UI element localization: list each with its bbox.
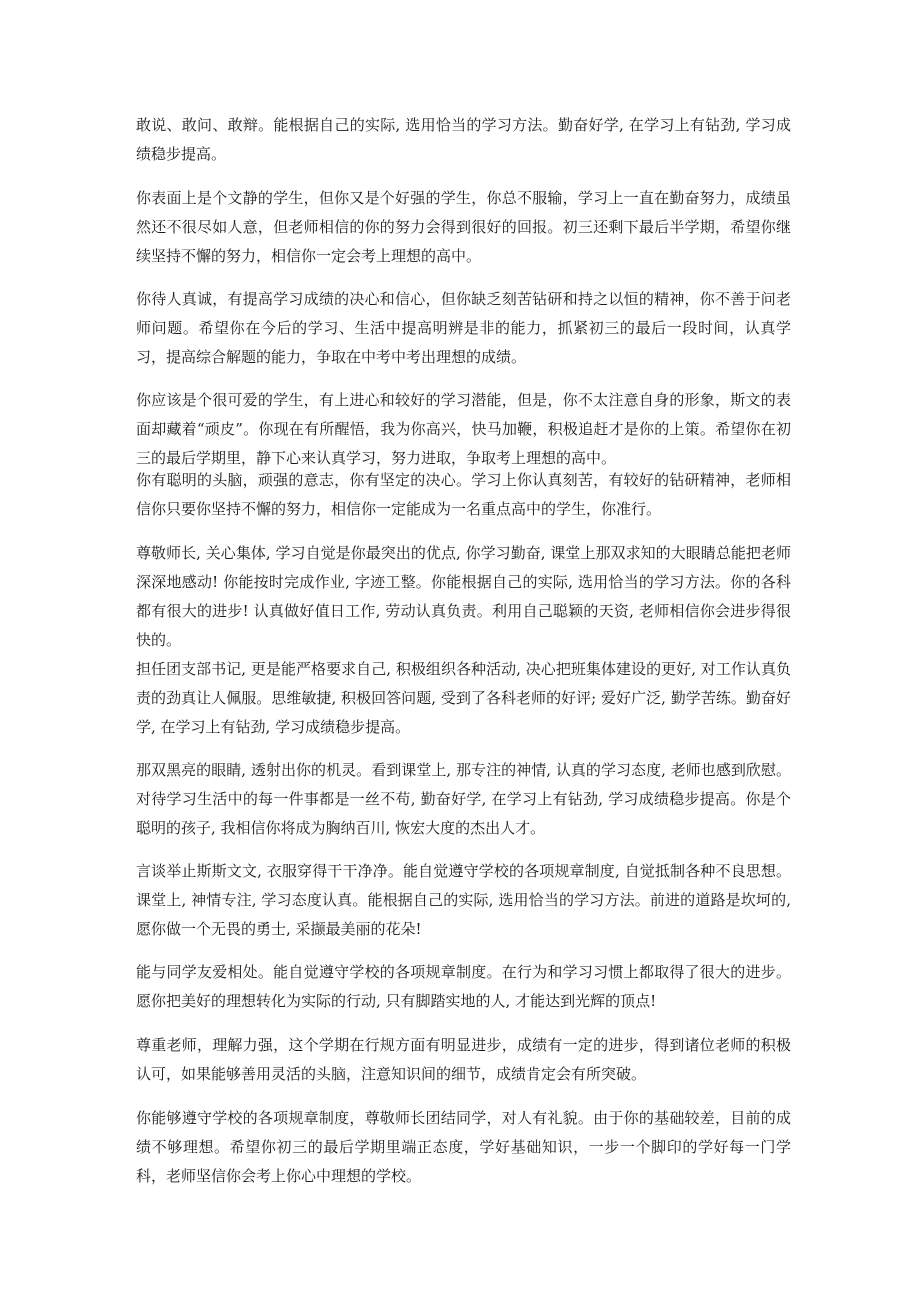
comment-paragraph: 尊敬师长, 关心集体, 学习自觉是你最突出的优点, 你学习勤奋, 课堂上那双求知的大眼睛总能把老师深深地感动! 你能按时完成作业, 字迹工整。你能根据自己的实际, 选用恰当的学习方法。你的各科都有很大的进步! 认真做好值日工作, 劳动认真负责。利用自己聪颖的天资, 老师相信你会进步得很快的。 — [136, 544, 791, 649]
comment-paragraph: 你有聪明的头脑，顽强的意志，你有坚定的决心。学习上你认真刻苦，有较好的钻研精神，老师相信你只要你坚持不懈的努力，相信你一定能成为一名重点高中的学生，你准行。 — [136, 471, 791, 518]
comment-paragraph: 能与同学友爱相处。能自觉遵守学校的各项规章制度。在行为和学习习惯上都取得了很大的进步。愿你把美好的理想转化为实际的行动, 只有脚踏实地的人, 才能达到光辉的顶点! — [136, 963, 791, 1010]
comment-paragraph: 那双黑亮的眼睛, 透射出你的机灵。看到课堂上, 那专注的神情, 认真的学习态度, 老师也感到欣慰。对待学习生活中的每一件事都是一丝不苟, 勤奋好学, 在学习上有钻劲, 学习成绩稳步提高。你是个聪明的孩子, 我相信你将成为胸纳百川, 恢宏大度的杰出人才。 — [136, 761, 791, 837]
comment-paragraph: 你待人真诚，有提高学习成绩的决心和信心，但你缺乏刻苦钻研和持之以恒的精神，你不善于问老师问题。希望你在今后的学习、生活中提高明辨是非的能力，抓紧初三的最后一段时间，认真学习，提高综合解题的能力，争取在中考中考出理想的成绩。 — [136, 290, 791, 366]
comment-paragraph: 你能够遵守学校的各项规章制度，尊敬师长团结同学，对人有礼貌。由于你的基础较差，目前的成绩不够理想。希望你初三的最后学期里端正态度，学好基础知识，一步一个脚印的学好每一门学科，老师坚信你会考上你心中理想的学校。 — [136, 1109, 791, 1185]
comment-paragraph: 担任团支部书记, 更是能严格要求自己, 积极组织各种活动, 决心把班集体建设的更好, 对工作认真负责的劲真让人佩服。思维敏捷, 积极回答问题, 受到了各科老师的好评; 爱好广泛, 勤学苦练。勤奋好学, 在学习上有钻劲, 学习成绩稳步提高。 — [136, 660, 791, 736]
comment-paragraph: 尊重老师，理解力强，这个学期在行规方面有明显进步，成绩有一定的进步，得到诸位老师的积极认可，如果能够善用灵活的头脑，注意知识间的细节，成绩肯定会有所突破。 — [136, 1036, 791, 1083]
comment-paragraph: 言谈举止斯斯文文, 衣服穿得干干净净。能自觉遵守学校的各项规章制度, 自觉抵制各种不良思想。课堂上, 神情专注, 学习态度认真。能根据自己的实际, 选用恰当的学习方法。前进的道路是坎坷的, 愿你做一个无畏的勇士, 采撷最美丽的花朵! — [136, 862, 791, 938]
comment-paragraph: 你应该是个很可爱的学生，有上进心和较好的学习潜能，但是，你不太注意自身的形象，斯文的表面却藏着“顽皮”。你现在有所醒悟，我为你高兴，快马加鞭，积极追赶才是你的上策。希望你在初三的最后学期里，静下心来认真学习，努力进取，争取考上理想的高中。 — [136, 391, 791, 467]
comment-paragraph: 敢说、敢问、敢辩。能根据自己的实际, 选用恰当的学习方法。勤奋好学, 在学习上有钻劲, 学习成绩稳步提高。 — [136, 116, 791, 163]
comment-paragraph: 你表面上是个文静的学生，但你又是个好强的学生，你总不服输，学习上一直在勤奋努力，成绩虽然还不很尽如人意，但老师相信的你的努力会得到很好的回报。初三还剩下最后半学期，希望你继续坚持不懈的努力，相信你一定会考上理想的高中。 — [136, 189, 791, 265]
